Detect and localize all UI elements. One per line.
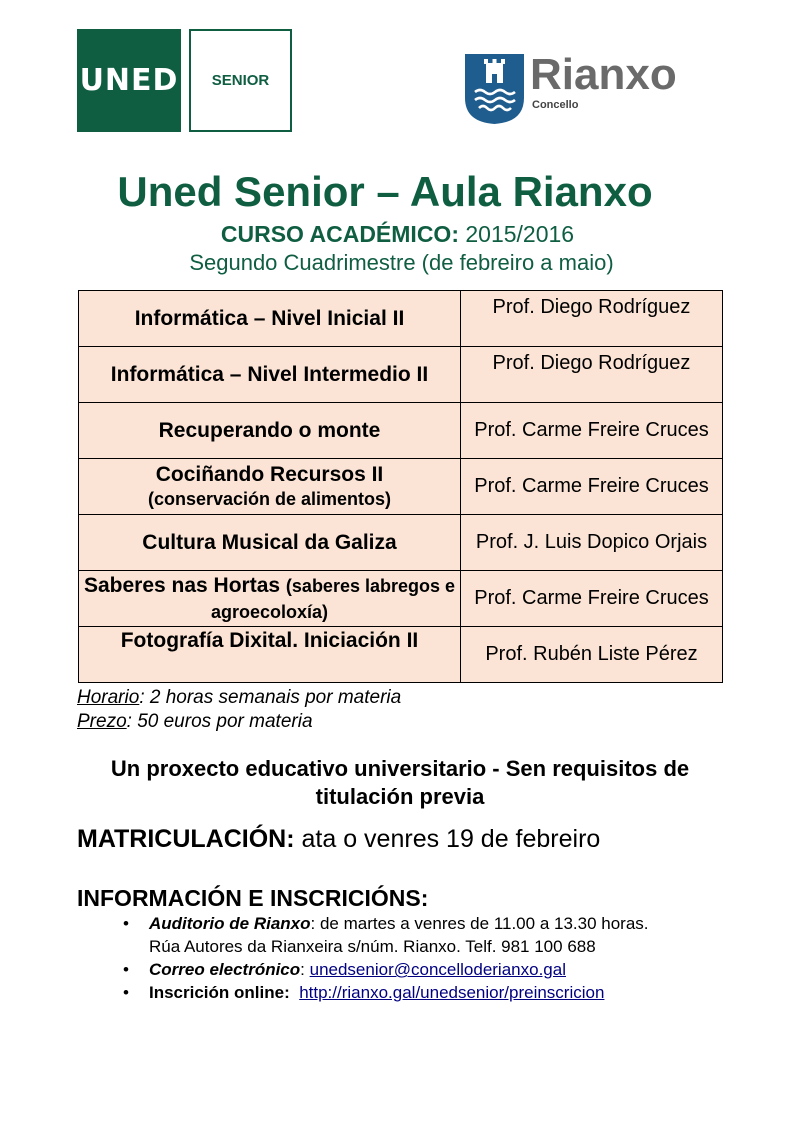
course-name: Informática – Nivel Inicial II (79, 291, 461, 347)
rianxo-logo-text: Rianxo (530, 50, 677, 99)
uned-logo (77, 29, 181, 132)
price-line (77, 710, 313, 733)
tagline: Un proxecto educativo universitario - Sen requisitos de titulación previa (110, 756, 690, 809)
table-row (79, 571, 723, 627)
online-label: Inscrición online: (149, 983, 290, 1002)
list-item (120, 912, 649, 958)
email-separator: : (300, 960, 310, 979)
course-teacher: Prof. Diego Rodríguez (461, 347, 723, 403)
course-name: Saberes nas Hortas (83, 573, 281, 597)
email-label: Correo electrónico (149, 960, 301, 979)
course-name-cell (79, 571, 461, 627)
course-teacher: Prof. Rubén Liste Pérez (461, 627, 723, 683)
info-heading: INFORMACIÓN E INSCRICIÓNS: (77, 885, 429, 911)
price-label: Prezo (77, 711, 127, 732)
auditorium-label: Auditorio de Rianxo (149, 914, 311, 933)
auditorium-hours: : de martes a venres de 11.00 a 13.30 horas. (310, 914, 649, 933)
schedule-value: : 2 horas semanais por materia (139, 687, 402, 708)
auditorium-address: Rúa Autores da Rianxeira s/núm. Rianxo. Telf. 981 100 688 (149, 937, 596, 956)
table-row (79, 291, 723, 347)
registration-value: ata o venres 19 de febreiro (294, 825, 601, 853)
list-item (120, 981, 649, 1004)
course-name: Cultura Musical da Galiza (79, 515, 461, 571)
schedule-label: Horario (77, 687, 140, 708)
table-row (79, 627, 723, 683)
course-name: Fotografía Dixital. Iniciación II (79, 627, 461, 683)
course-teacher: Prof. Carme Freire Cruces (461, 459, 723, 515)
courses-table (78, 290, 723, 683)
contact-list (120, 912, 649, 1004)
registration-line (77, 824, 600, 854)
course-name: Cociñando Recursos II (155, 462, 384, 486)
price-value: : 50 euros por materia (126, 711, 313, 732)
course-teacher: Prof. J. Luis Dopico Orjais (461, 515, 723, 571)
course-name: Recuperando o monte (79, 403, 461, 459)
course-name-cell (79, 459, 461, 515)
senior-logo (189, 29, 292, 132)
list-item (120, 958, 649, 981)
course-name: Informática – Nivel Intermedio II (79, 347, 461, 403)
academic-year-label: CURSO ACADÉMICO: (220, 221, 459, 247)
academic-year (0, 220, 795, 248)
table-row (79, 459, 723, 515)
senior-logo-text: SENIOR (211, 72, 270, 89)
schedule-line (77, 686, 401, 709)
email-link[interactable]: unedsenior@concelloderianxo.gal (309, 960, 566, 979)
academic-year-value: 2015/2016 (465, 221, 575, 247)
uned-logo-text: UNED (79, 63, 179, 98)
course-detail: (conservación de alimentos) (147, 488, 392, 509)
semester-line: Segundo Cuadrimestre (de febreiro a maio) (189, 250, 614, 275)
course-teacher: Prof. Carme Freire Cruces (461, 571, 723, 627)
registration-label: MATRICULACIÓN: (77, 825, 295, 853)
course-detail: (saberes labregos e agroecoloxía) (210, 575, 456, 622)
online-registration-link[interactable]: http://rianxo.gal/unedsenior/preinscricion (299, 983, 605, 1002)
table-row (79, 515, 723, 571)
course-teacher: Prof. Carme Freire Cruces (461, 403, 723, 459)
table-row (79, 403, 723, 459)
table-row (79, 347, 723, 403)
page-title: Uned Senior – Aula Rianxo (117, 168, 653, 215)
concello-logo-text: Concello (532, 99, 579, 111)
course-teacher: Prof. Diego Rodríguez (461, 291, 723, 347)
